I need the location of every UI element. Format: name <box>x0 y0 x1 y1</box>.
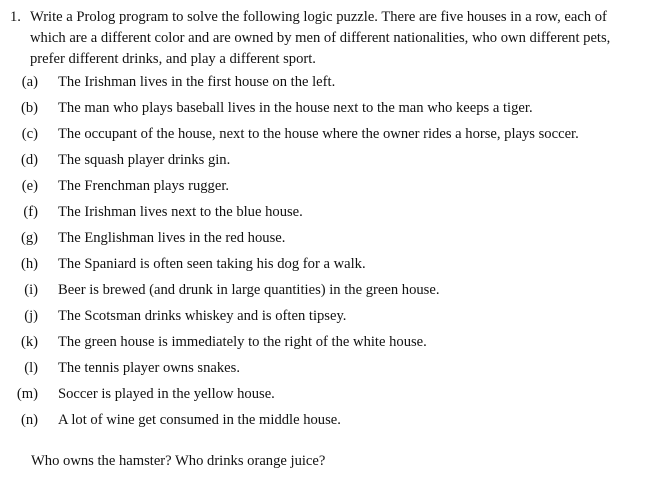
clue-label: (l) <box>24 360 38 376</box>
problem-intro: Write a Prolog program to solve the following logic puzzle. There are five houses in a row, each of which are a different color and are owned by men of different nationalities, who own different pets, prefer different drinks, and play a different sport. <box>30 9 611 67</box>
clue-label: (h) <box>20 256 38 272</box>
clue-label: (n) <box>20 412 38 428</box>
final-question: Who owns the hamster? Who drinks orange juice? <box>31 453 326 469</box>
clue-label: (a) <box>21 74 38 90</box>
clue-text: The occupant of the house, next to the house where the owner rides a horse, plays soccer. <box>58 126 579 142</box>
clue-label: (i) <box>24 282 38 298</box>
clue-text: The Irishman lives next to the blue house. <box>58 204 303 220</box>
clue-text: The Irishman lives in the first house on the left. <box>58 74 336 90</box>
clue-text: Soccer is played in the yellow house. <box>58 386 275 402</box>
clue-label: (m) <box>16 386 38 402</box>
clue-text: The Englishman lives in the red house. <box>58 230 286 246</box>
clue-label: (g) <box>20 230 38 246</box>
clue-label: (d) <box>20 152 38 168</box>
clue-text: The squash player drinks gin. <box>58 152 231 168</box>
clue-label: (f) <box>23 204 38 220</box>
problem-number: 1. <box>10 9 21 25</box>
clue-text: The tennis player owns snakes. <box>58 360 240 376</box>
clue-text: A lot of wine get consumed in the middle house. <box>58 412 341 428</box>
clue-text: The green house is immediately to the right of the white house. <box>58 334 427 350</box>
clue-text: Beer is brewed (and drunk in large quantities) in the green house. <box>58 282 440 298</box>
clue-label: (c) <box>21 126 38 142</box>
clue-text: The Frenchman plays rugger. <box>58 178 230 194</box>
clue-label: (j) <box>24 308 38 324</box>
clue-text: The Spaniard is often seen taking his dog for a walk. <box>58 256 366 272</box>
clue-label: (b) <box>20 100 38 116</box>
clue-text: The Scotsman drinks whiskey and is often tipsey. <box>58 308 347 324</box>
clue-label: (e) <box>21 178 38 194</box>
clue-text: The man who plays baseball lives in the house next to the man who keeps a tiger. <box>58 100 533 116</box>
clue-label: (k) <box>20 334 38 350</box>
